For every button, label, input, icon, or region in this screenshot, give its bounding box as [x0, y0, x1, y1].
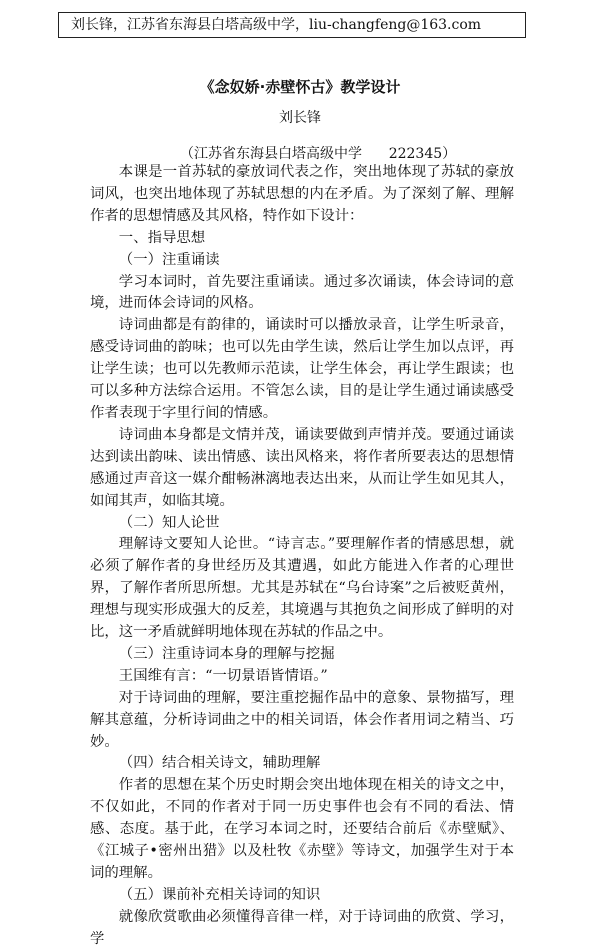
- document-title: 《念奴娇·赤壁怀古》教学设计: [199, 78, 401, 96]
- body-paragraph: 学习本词时，首先要注重诵读。通过多次诵读，体会诗词的意境，进而体会诗词的风格。: [90, 273, 514, 312]
- body-paragraph: 诗词曲都是有韵律的，诵读时可以播放录音，让学生听录音，感受诗词曲的韵味；也可以先由学生读，然后让学生加以点评，再让学生读；也可以先教师示范读，让学生体会，再让学生跟读；也可以多种方法综合运用。不管怎么读，目的是让学生通过诵读感受作者表现于字里行间的情感。: [90, 317, 514, 421]
- body-paragraph: 就像欣赏歌曲必须懂得音律一样，对于诗词曲的欣赏、学习，学: [90, 908, 514, 947]
- author-contact-header: 刘长锋，江苏省东海县白塔高级中学，liu-changfeng@163.com: [58, 12, 526, 38]
- body-paragraph: 王国维有言：“一切景语皆情语。”: [118, 667, 328, 684]
- section-heading: （五）课前补充相关诗词的知识: [118, 886, 321, 903]
- author-name: 刘长锋: [279, 110, 321, 126]
- body-paragraph: 诗词曲本身都是文情并茂，诵读要做到声情并茂。要通过诵读达到读出韵味、读出情感、读出风格来，将作者所要表达的思想情感通过声音这一媒介酣畅淋漓地表达出来，从而让学生如见其人，如闻其声，如临其境。: [90, 426, 514, 509]
- body-paragraph: 本课是一首苏轼的豪放词代表之作，突出地体现了苏轼的豪放词风，也突出地体现了苏轼思想的内在矛盾。为了深刻了解、理解作者的思想情感及其风格，特作如下设计：: [90, 164, 514, 224]
- body-paragraph: 对于诗词曲的理解，要注重挖掘作品中的意象、景物描写，理解其意蕴，分析诗词曲之中的相关词语，体会作者用词之精当、巧妙。: [90, 689, 514, 750]
- section-heading: （四）结合相关诗文，辅助理解: [118, 755, 321, 772]
- section-heading: （二）知人论世: [118, 514, 220, 531]
- body-paragraph: 一、指导思想: [118, 229, 206, 246]
- section-heading: （三）注重诗词本身的理解与挖掘: [118, 645, 335, 662]
- author-affiliation: （江苏省东海县白塔高级中学 222345）: [180, 146, 457, 162]
- section-heading: （一）注重诵读: [118, 251, 220, 268]
- body-paragraph: 理解诗文要知人论世。“诗言志。”要理解作者的情感思想，就必须了解作者的身世经历及其遭遇，如此方能进入作者的心理世界，了解作者所思所想。尤其是苏轼在“乌台诗案”之后被贬黄州，理想与现实形成强大的反差，其境遇与其抱负之间形成了鲜明的对比，这一矛盾就鲜明地体现在苏轼的作品之中。: [90, 536, 514, 641]
- document-body: [90, 162, 514, 951]
- body-paragraph: 作者的思想在某个历史时期会突出地体现在相关的诗文之中，不仅如此，不同的作者对于同一历史事件也会有不同的看法、情感、态度。基于此，在学习本词之时，还要结合前后《赤壁赋》、《江城子•密州出猎》以及杜牧《赤壁》等诗文，加强学生对于本词的理解。: [90, 777, 514, 881]
